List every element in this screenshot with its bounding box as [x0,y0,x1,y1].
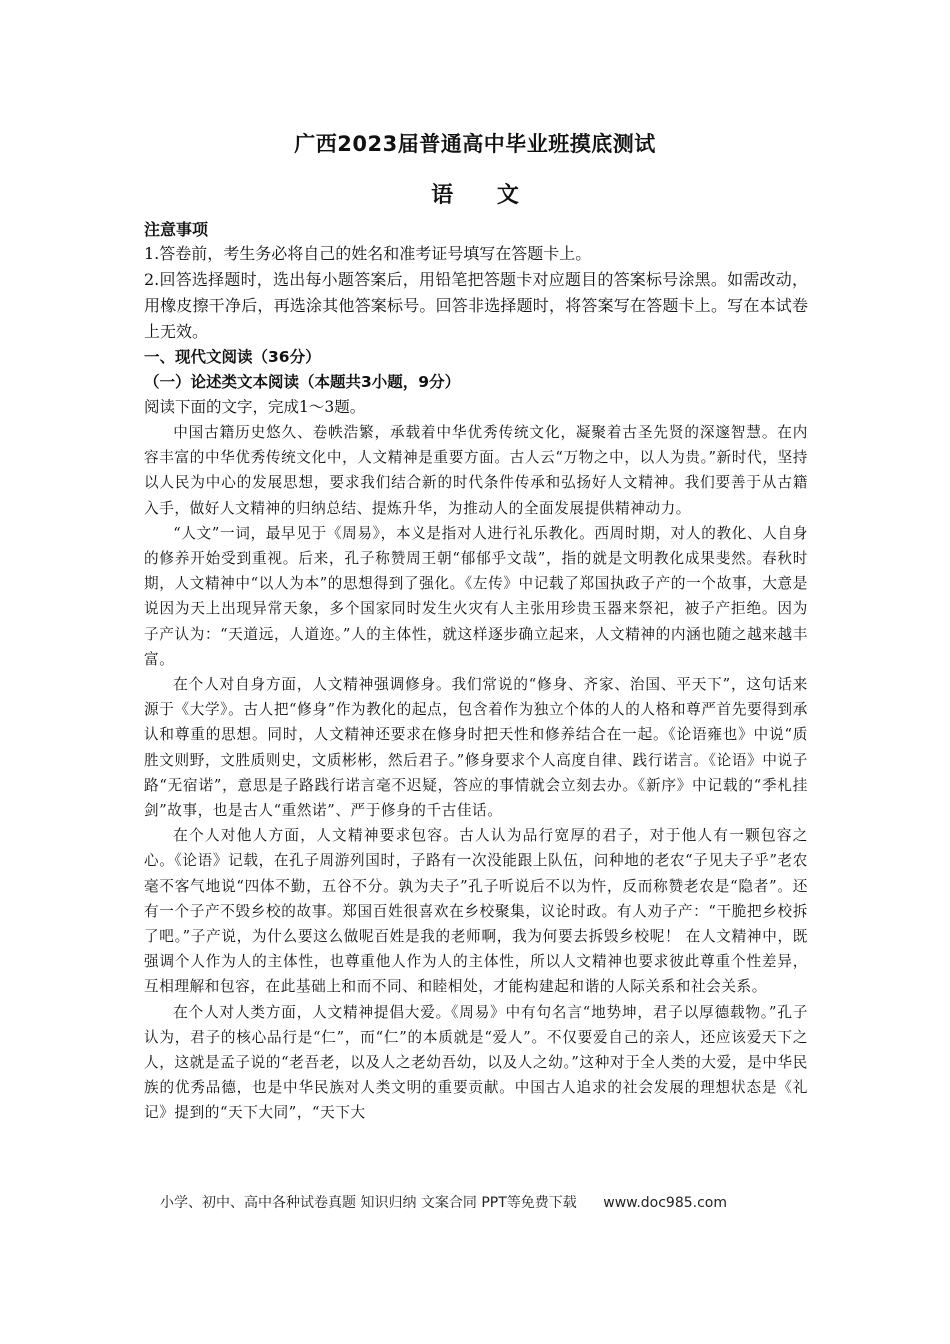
passage-paragraph-2: “人文”一词，最早见于《周易》，本义是指对人进行礼乐教化。西周时期，对人的教化、人自身的修养开始受到重视。后来，孔子称赞周王朝“郁郁乎文哉”，指的就是文明教化成果斐然。春秋时期，人文精神中“以人为本”的思想得到了强化。《左传》中记载了郑国执政子产的一个故事，大意是说因为天上出现异常天象，多个国家同时发生火灾有人主张用珍贵玉器来祭祀，被子产拒绝。因为子产认为：“天道远，人道迩。”人的主体性，就这样逐步确立起来，人文精神的内涵也随之越来越丰富。 [144,524,808,668]
passage-paragraph-4: 在个人对他人方面，人文精神要求包容。古人认为品行宽厚的君子，对于他人有一颗包容之心。《论语》记载，在孔子周游列国时，子路有一次没能跟上队伍，问种地的老农“子见夫子乎”老农毫不客气地说“四体不勤，五谷不分。孰为夫子”孔子听说后不以为忤，反而称赞老农是“隐者”。还有一个子产不毁乡校的故事。郑国百姓很喜欢在乡校聚集，议论时政。有人劝子产：“干脆把乡校拆了吧。”子产说，为什么要这么做呢百姓是我的老师啊，我为何要去拆毁乡校呢！ 在人文精神中，既强调个人作为人的主体性，也尊重他人作为人的主体性，所以人文精神也要求彼此尊重个性差异，互相理解和包容，在此基础上和而不同、和睦相处，才能构建起和谐的人际关系和社会关系。 [144,827,808,996]
footer-text: 小学、初中、高中各种试卷真题 知识归纳 文案合同 PPT等免费下载 [160,1195,577,1211]
passage-paragraph-1: 中国古籍历史悠久、卷帙浩繁，承载着中华优秀传统文化，凝聚着古圣先贤的深邃智慧。在内容丰富的中华优秀传统文化中，人文精神是重要方面。古人云“万物之中，以人为贵。”新时代，坚持以人民为中心的发展思想，要求我们结合新的时代条件传承和弘扬好人文精神。我们要善于从古籍入手，做好人文精神的归纳总结、提炼升华，为推动人的全面发展提供精神动力。 [144,424,809,517]
exam-content [144,219,808,1126]
page-footer [160,1192,800,1212]
sub-section-title: （一）论述类文本阅读（本题共3小题，9分） [144,373,461,391]
footer-url[interactable]: www.doc985.com [603,1195,727,1211]
subject-title: 语 文 [431,183,537,208]
part-title: 一、现代文阅读（36分） [144,348,321,366]
notice-item-1: 1.答卷前，考生务必将自己的姓名和准考证号填写在答题卡上。 [144,244,592,263]
notice-heading: 注意事项 [144,220,209,239]
passage-paragraph-3: 在个人对自身方面，人文精神强调修身。我们常说的“修身、齐家、治国、平天下”，这句话来源于《大学》。古人把“修身”作为教化的起点，包含着作为独立个体的人的人格和尊严首先要得到承认和尊重的思想。同时，人文精神还要求在修身时把天性和修养结合在一起。《论语雍也》中说“质胜文则野，文胜质则史，文质彬彬，然后君子。”修身要求个人高度自律、践行诺言。《论语》中说子路“无宿诺”，意思是子路践行诺言毫不迟疑，答应的事情就会立刻去办。《新序》中记载的“季札挂剑”故事，也是古人“重然诺”、严于修身的千古佳话。 [144,676,808,820]
exam-title: 广西2023届普通高中毕业班摸底测试 [294,132,656,156]
passage-paragraph-5: 在个人对人类方面，人文精神提倡大爱。《周易》中有句名言“地势坤，君子以厚德载物。”孔子认为，君子的核心品行是“仁”，而“仁”的本质就是“爱人”。不仅要爱自己的亲人，还应该爱天下之人，这就是孟子说的“老吾老，以及人之老幼吾幼，以及人之幼。”这种对于全人类的大爱，是中华民族的优秀品德，也是中华民族对人类文明的重要贡献。中国古人追求的社会发展的理想状态是《礼记》提到的“天下大同”，“天下大 [144,1003,808,1122]
notice-item-2: 2.回答选择题时，选出每小题答案后，用铅笔把答题卡对应题目的答案标号涂黑。如需改动，用橡皮擦干净后，再选涂其他答案标号。回答非选择题时，将答案写在答题卡上。写在本试卷上无效。 [144,270,808,341]
reading-instruction: 阅读下面的文字，完成1～3题。 [144,398,366,416]
